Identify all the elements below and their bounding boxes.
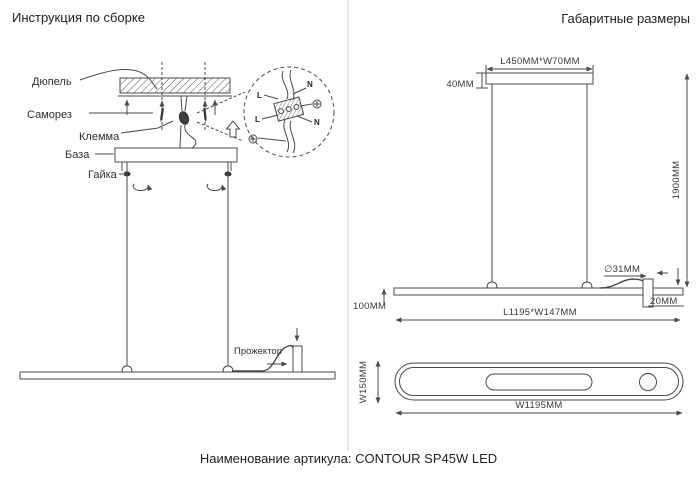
label-screw: Саморез [27,109,72,121]
canopy-shape [486,73,593,84]
dim-fixture-size: L1195*W147MM [503,307,577,318]
dim-left-offset: 100MM [353,301,387,312]
dim-top-view-width: W150MM [358,360,369,404]
rotate-arrow-icon [207,184,222,191]
label-projector: Прожектор [234,346,283,357]
front-view-drawing [384,65,687,320]
fixture-bar-shape [394,288,683,295]
wire-label-L-mid: L [255,115,260,124]
dim-connector-diameter: ∅31MM [604,264,641,275]
ground-symbol-icon [249,135,257,143]
left-section-title: Инструкция по сборке [12,10,145,25]
dim-suspension-height: 1900MM [671,160,682,200]
ceiling-drawing [80,69,232,96]
wire-label-N-mid: N [314,118,320,127]
ground-symbol-icon [313,100,321,108]
dim-top-view-length: W1195MM [515,400,563,411]
dim-canopy-height: 40MM [446,79,474,90]
base-drawing [115,148,237,191]
push-up-arrow-icon [227,121,240,137]
wiring-detail-circle [244,67,334,157]
label-dowel: Дюпель [32,76,72,88]
label-leaders [89,113,173,174]
label-nut: Гайка [88,169,117,181]
terminal-clamp-drawing [177,92,245,149]
label-terminal: Клемма [79,131,120,143]
rotate-arrow-icon [133,184,148,191]
dim-connector-height: 20MM [650,296,678,307]
label-base: База [65,149,90,161]
wire-label-N-top: N [307,80,313,89]
article-name: Наименование артикула: CONTOUR SP45W LED [199,451,498,466]
dim-canopy-size: L450MM*W70MM [500,56,580,67]
right-section-title: Габаритные размеры [561,11,690,26]
wire-label-L-top: L [257,91,262,100]
detail-leader-top [197,92,245,113]
screw-icon [160,108,164,122]
